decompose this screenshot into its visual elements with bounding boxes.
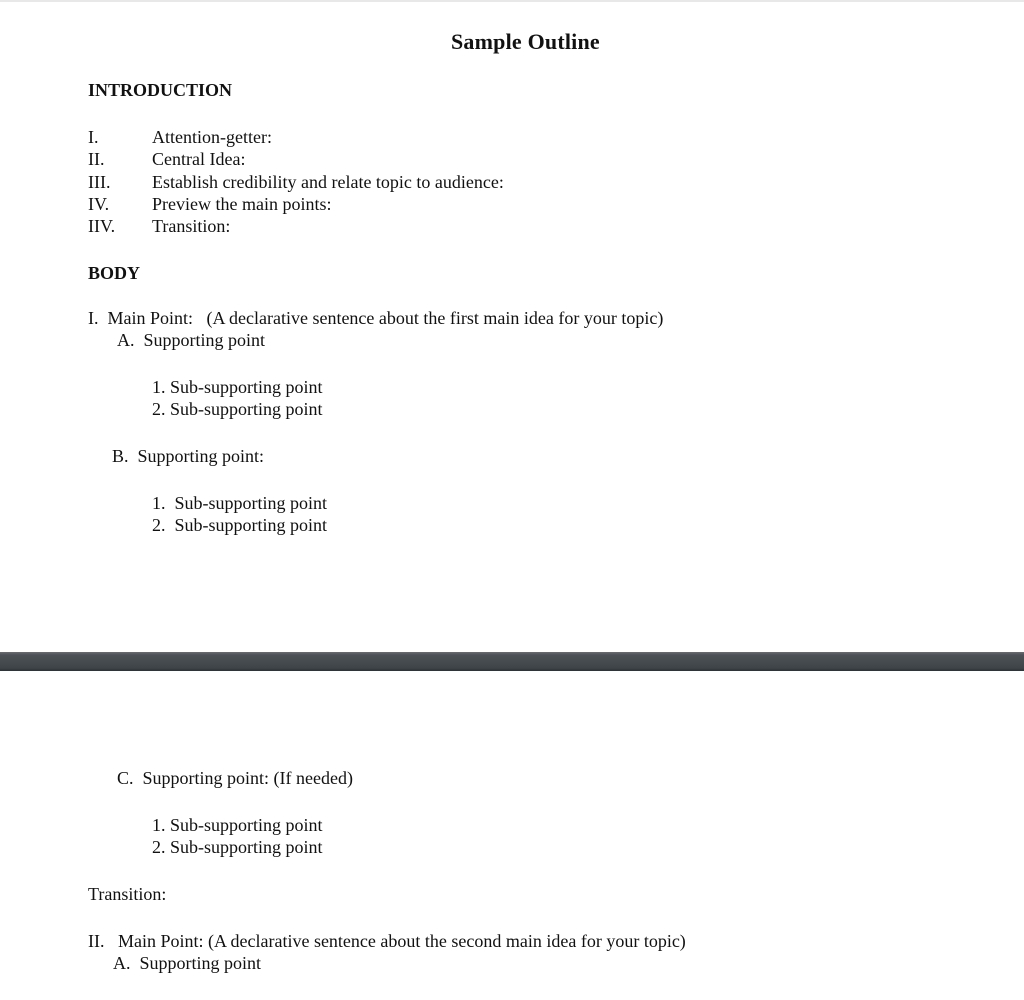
intro-text: Establish credibility and relate topic to audience: [152,172,504,192]
intro-text: Preview the main points: [152,194,332,214]
transition-label: Transition: [88,884,167,904]
intro-numeral: III. [88,172,111,192]
intro-text: Transition: [152,216,231,236]
supporting-point-a: A. Supporting point [113,953,262,973]
sub-supporting-point: 2. Sub-supporting point [152,837,323,857]
page-title: Sample Outline [451,29,600,54]
intro-numeral: IV. [88,194,110,214]
body-heading: BODY [88,263,141,283]
sub-supporting-point: 2. Sub-supporting point [152,399,323,419]
supporting-point-a: A. Supporting point [117,330,266,350]
sub-supporting-point: 1. Sub-supporting point [152,493,328,513]
page-separator [0,652,1024,671]
page-top-edge [0,0,1024,2]
intro-numeral: II. [88,149,105,169]
intro-text: Attention-getter: [152,127,272,147]
intro-numeral: I. [88,127,99,147]
intro-numeral: IIV. [88,216,116,236]
main-point-1: I. Main Point: (A declarative sentence about the first main idea for your topic) [88,308,664,328]
sub-supporting-point: 1. Sub-supporting point [152,815,323,835]
intro-text: Central Idea: [152,149,246,169]
introduction-heading: INTRODUCTION [88,80,233,100]
supporting-point-c: C. Supporting point: (If needed) [117,768,353,788]
sub-supporting-point: 1. Sub-supporting point [152,377,323,397]
supporting-point-b: B. Supporting point: [112,446,265,466]
sub-supporting-point: 2. Sub-supporting point [152,515,328,535]
document-page-2 [0,671,1024,1000]
main-point-2: II. Main Point: (A declarative sentence about the second main idea for your topic) [88,931,686,951]
